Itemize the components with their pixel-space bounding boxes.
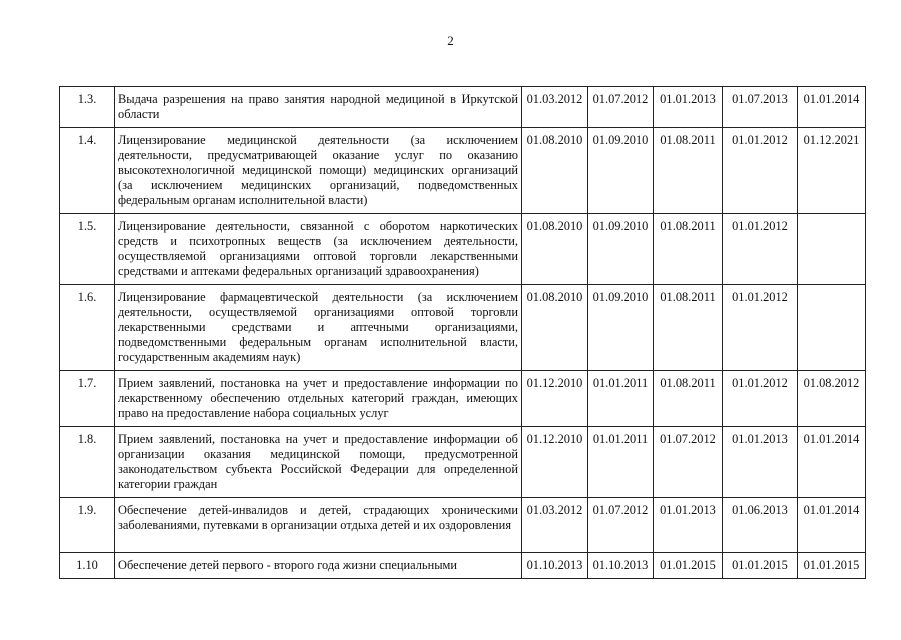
service-description: Лицензирование фармацевтической деятельности (за исключением деятельности, осуществляемой организациями оптовой торговли лекарственными средствами и аптечными организациями, подведомственными федеральным органам исполнительной власти, государственным академиям наук) <box>115 285 522 371</box>
service-description: Прием заявлений, постановка на учет и предоставление информации по лекарственному обеспечению отдельных категорий граждан, имеющих право на предоставление набора социальных услуг <box>115 371 522 427</box>
row-number: 1.6. <box>60 285 115 371</box>
date-cell: 01.07.2012 <box>588 87 654 128</box>
date-cell: 01.08.2011 <box>654 128 723 214</box>
date-cell: 01.09.2010 <box>588 214 654 285</box>
date-cell: 01.07.2013 <box>723 87 798 128</box>
date-cell: 01.08.2010 <box>522 214 588 285</box>
date-cell: 01.09.2010 <box>588 128 654 214</box>
row-number: 1.4. <box>60 128 115 214</box>
date-cell: 01.07.2012 <box>654 427 723 498</box>
page-number: 2 <box>447 33 454 48</box>
row-number: 1.9. <box>60 498 115 553</box>
date-cell: 01.01.2011 <box>588 371 654 427</box>
date-cell: 01.08.2012 <box>798 371 866 427</box>
date-cell: 01.09.2010 <box>588 285 654 371</box>
table-row <box>60 553 866 579</box>
row-number: 1.8. <box>60 427 115 498</box>
date-cell: 01.01.2015 <box>798 553 866 579</box>
date-cell: 01.01.2014 <box>798 498 866 553</box>
table-row <box>60 427 866 498</box>
date-cell: 01.01.2012 <box>723 285 798 371</box>
date-cell: 01.08.2011 <box>654 371 723 427</box>
date-cell: 01.08.2011 <box>654 214 723 285</box>
date-cell: 01.06.2013 <box>723 498 798 553</box>
date-cell <box>798 214 866 285</box>
services-table <box>59 86 866 579</box>
date-cell: 01.08.2010 <box>522 128 588 214</box>
date-cell: 01.01.2013 <box>654 87 723 128</box>
date-cell: 01.12.2021 <box>798 128 866 214</box>
date-cell: 01.01.2015 <box>654 553 723 579</box>
date-cell: 01.01.2013 <box>654 498 723 553</box>
date-cell: 01.03.2012 <box>522 498 588 553</box>
date-cell: 01.01.2014 <box>798 427 866 498</box>
date-cell: 01.12.2010 <box>522 427 588 498</box>
date-cell: 01.03.2012 <box>522 87 588 128</box>
table-row <box>60 498 866 553</box>
service-description: Обеспечение детей-инвалидов и детей, страдающих хроническими заболеваниями, путевками в организации отдыха детей и их оздоровления <box>115 498 522 553</box>
date-cell: 01.01.2014 <box>798 87 866 128</box>
date-cell <box>798 285 866 371</box>
row-number: 1.5. <box>60 214 115 285</box>
row-number: 1.3. <box>60 87 115 128</box>
date-cell: 01.08.2011 <box>654 285 723 371</box>
service-description: Прием заявлений, постановка на учет и предоставление информации об организации оказания медицинской помощи, предусмотренной законодательством субъекта Российской Федерации для определенной категории граждан <box>115 427 522 498</box>
date-cell: 01.01.2012 <box>723 214 798 285</box>
table-row <box>60 285 866 371</box>
table-row <box>60 128 866 214</box>
service-description: Лицензирование деятельности, связанной с оборотом наркотических средств и психотропных веществ (за исключением деятельности, осуществляемой организациями оптовой торговли лекарственными средствами и аптеками федеральных организаций здравоохранения) <box>115 214 522 285</box>
row-number: 1.7. <box>60 371 115 427</box>
date-cell: 01.10.2013 <box>588 553 654 579</box>
table-row <box>60 371 866 427</box>
table-row <box>60 87 866 128</box>
table-row <box>60 214 866 285</box>
service-description: Выдача разрешения на право занятия народной медициной в Иркутской области <box>115 87 522 128</box>
date-cell: 01.01.2011 <box>588 427 654 498</box>
date-cell: 01.12.2010 <box>522 371 588 427</box>
date-cell: 01.01.2012 <box>723 371 798 427</box>
date-cell: 01.08.2010 <box>522 285 588 371</box>
date-cell: 01.07.2012 <box>588 498 654 553</box>
row-number: 1.10 <box>60 553 115 579</box>
service-description: Лицензирование медицинской деятельности (за исключением деятельности, предусматривающей оказание услуг по оказанию высокотехнологичной медицинской помощи) медицинских организаций (за исключением медицинских организаций, подведомственных федеральным органам исполнительной власти) <box>115 128 522 214</box>
date-cell: 01.01.2013 <box>723 427 798 498</box>
date-cell: 01.01.2015 <box>723 553 798 579</box>
date-cell: 01.01.2012 <box>723 128 798 214</box>
service-description: Обеспечение детей первого - второго года жизни специальными <box>115 553 522 579</box>
date-cell: 01.10.2013 <box>522 553 588 579</box>
